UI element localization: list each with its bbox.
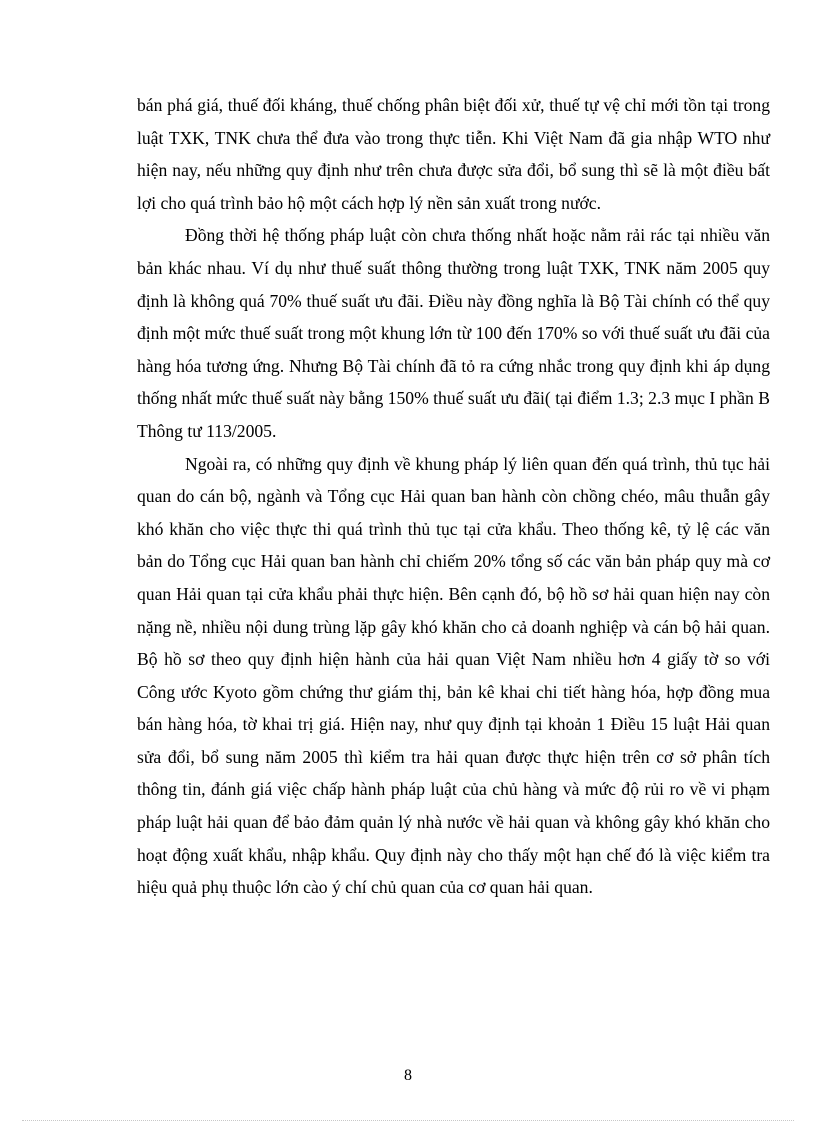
paragraph-2: Đồng thời hệ thống pháp luật còn chưa thống nhất hoặc nằm rải rác tại nhiều văn bản khác nhau. Ví dụ như thuế suất thông thường trong luật TXK, TNK năm 2005 quy định là không quá 70% thuế suất ưu đãi. Điều này đồng nghĩa là Bộ Tài chính có thể quy định một mức thuế suất trong một khung lớn từ 100 đến 170% so với thuế suất ưu đãi của hàng hóa tương ứng. Nhưng Bộ Tài chính đã tỏ ra cứng nhắc trong quy định khi áp dụng thống nhất mức thuế suất này bằng 150% thuế suất ưu đãi( tại điểm 1.3; 2.3 mục I phần B Thông tư 113/2005.: [137, 225, 770, 441]
page-bottom-divider: [22, 1120, 794, 1121]
paragraph-1: bán phá giá, thuế đối kháng, thuế chống phân biệt đối xử, thuế tự vệ chỉ mới tồn tại trong luật TXK, TNK chưa thể đưa vào trong thực tiễn. Khi Việt Nam đã gia nhập WTO như hiện nay, nếu những quy định như trên chưa được sửa đổi, bổ sung thì sẽ là một điều bất lợi cho quá trình bảo hộ một cách hợp lý nền sản xuất trong nước.: [137, 95, 770, 213]
paragraph-3: Ngoài ra, có những quy định về khung pháp lý liên quan đến quá trình, thủ tục hải quan do cán bộ, ngành và Tổng cục Hải quan ban hành còn chồng chéo, mâu thuẫn gây khó khăn cho việc thực thi quá trình thủ tục tại cửa khẩu. Theo thống kê, tỷ lệ các văn bản do Tổng cục Hải quan ban hành chỉ chiếm 20% tổng số các văn bản pháp quy mà cơ quan Hải quan tại cửa khẩu phải thực hiện. Bên cạnh đó, bộ hồ sơ hải quan hiện nay còn nặng nề, nhiều nội dung trùng lặp gây khó khăn cho cả doanh nghiệp và cán bộ hải quan. Bộ hồ sơ theo quy định hiện hành của hải quan Việt Nam nhiều hơn 4 giấy tờ so với Công ước Kyoto gồm chứng thư giám thị, bản kê khai chi tiết hàng hóa, hợp đồng mua bán hàng hóa, tờ khai trị giá. Hiện nay, như quy định tại khoản 1 Điều 15 luật Hải quan sửa đổi, bổ sung năm 2005 thì kiểm tra hải quan được thực hiện trên cơ sở phân tích thông tin, đánh giá việc chấp hành pháp luật của chủ hàng và mức độ rủi ro về vi phạm pháp luật hải quan để bảo đảm quản lý nhà nước về hải quan và không gây khó khăn cho hoạt động xuất khẩu, nhập khẩu. Quy định này cho thấy một hạn chế đó là việc kiểm tra hiệu quả phụ thuộc lớn cào ý chí chủ quan của cơ quan hải quan.: [137, 453, 770, 898]
document-body: [137, 89, 770, 904]
page-number: 8: [404, 1067, 412, 1084]
